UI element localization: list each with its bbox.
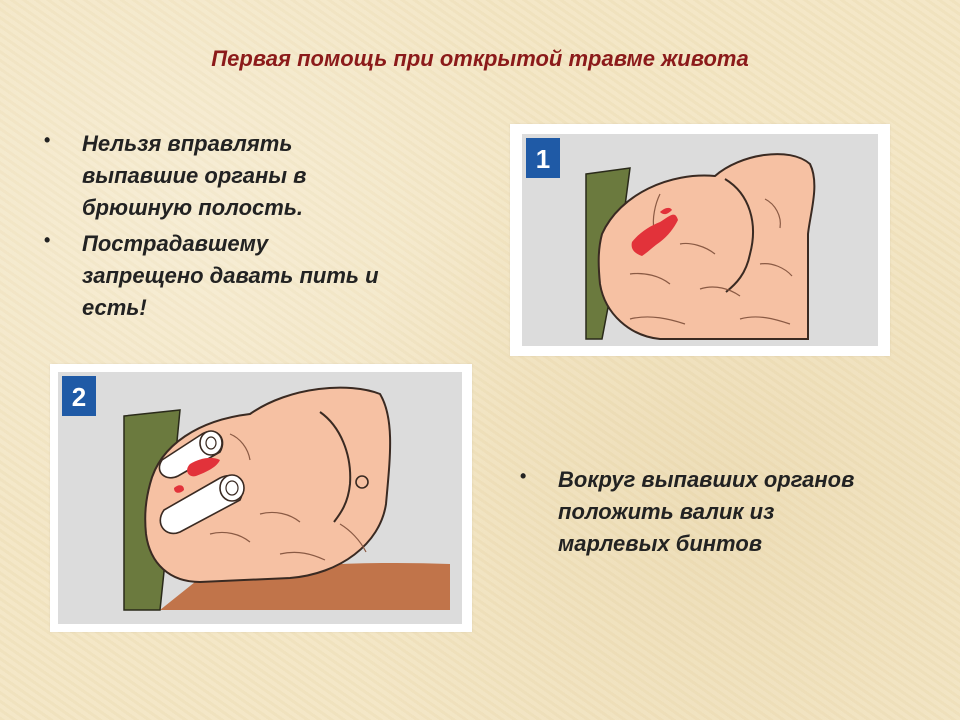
- bullet-text: Вокруг выпавших органов положить валик из марлевых бинтов: [558, 467, 855, 556]
- bullet-item: [44, 128, 444, 224]
- abdomen-wound-illustration: [510, 124, 890, 356]
- bullet-item: [520, 464, 940, 560]
- bullet-list-top: [44, 128, 444, 324]
- bullet-item: [44, 228, 444, 324]
- step-number: 1: [535, 144, 551, 174]
- step-number: 2: [71, 382, 87, 412]
- bullet-text: Пострадавшему запрещено давать пить и есть!: [82, 231, 379, 320]
- bullet-marker: •: [44, 130, 51, 150]
- bullet-text: Нельзя вправлять выпавшие органы в брюшную полость.: [82, 131, 307, 220]
- illustration-step-2: [50, 364, 472, 632]
- slide-title: Первая помощь при открытой травме живота: [211, 46, 749, 71]
- bullet-marker: •: [44, 230, 51, 250]
- illustration-step-1: [510, 124, 890, 356]
- bandage-roll-illustration: [50, 364, 472, 632]
- bullet-list-bottom: [520, 464, 940, 560]
- bullet-marker: •: [520, 466, 527, 486]
